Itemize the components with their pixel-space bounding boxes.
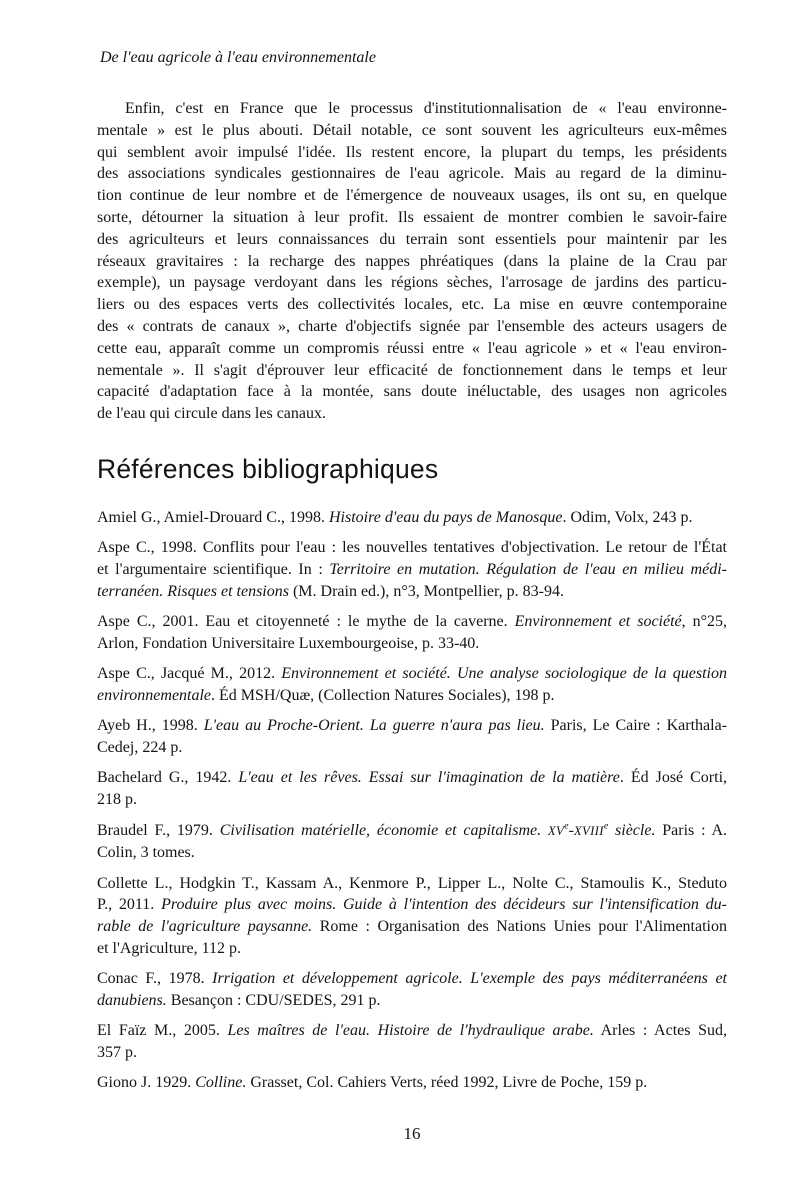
bibliography-line: [97, 990, 727, 1012]
intro-line: des agriculteurs et leurs connaissances du terrain sont essentiels pour maintenir par les: [97, 230, 727, 248]
text-segment: Grasset, Col. Cahiers Verts, réed 1992, Livre de Poche, 159 p.: [246, 1074, 648, 1092]
bibliography-entry: [97, 507, 727, 529]
text-segment: danubiens.: [97, 992, 167, 1010]
bibliography-entry: [97, 1072, 727, 1094]
bibliography-line: [97, 1042, 727, 1064]
text-segment: (M. Drain ed.), n°3, Montpellier, p. 83-94.: [292, 582, 565, 600]
intro-line: des associations syndicales gestionnaires de l'eau agricole. Mais au regard de la diminu-: [97, 165, 727, 183]
text-segment: Environnement et société. Une analyse sociologique de la question: [281, 665, 728, 683]
bibliography-entry: [97, 537, 727, 602]
intro-line: nementale ». Il s'agit d'éprouver leur efficacité de fonctionnement dans le temps et leur: [97, 361, 727, 379]
bibliography-line: [97, 873, 727, 895]
text-segment: -: [568, 821, 574, 839]
text-segment: . Éd José Corti,: [619, 769, 728, 787]
text-segment: Aspe C., 1998. Conflits pour l'eau : les nouvelles tentatives d'objectivation. Le retour de l'État: [97, 539, 727, 557]
bibliography-entry: [97, 767, 727, 811]
bibliography-entry: [97, 663, 727, 707]
bibliography-entry: [97, 1020, 727, 1064]
intro-line: réseaux gravitaires : la recharge des nappes phréatiques (dans la plaine de la Crau par: [97, 252, 727, 270]
bibliography-line: [97, 842, 727, 864]
bibliography-entry: [97, 611, 727, 655]
text-segment: Les maîtres de l'eau. Histoire de l'hydraulique arabe.: [227, 1022, 594, 1040]
bibliography-list: [97, 507, 727, 1094]
bibliography-line: [97, 938, 727, 960]
intro-line: sorte, détourner la situation à leur profit. Ils essaient de montrer combien le savoir-faire: [97, 208, 727, 226]
intro-line: de l'eau qui circule dans les canaux.: [97, 405, 327, 423]
references-heading: Références bibliographiques: [97, 453, 439, 484]
text-segment: Paris, Le Caire : Karthala-: [544, 717, 728, 735]
text-segment: Arles : Actes Sud,: [593, 1022, 727, 1040]
bibliography-entry: [97, 873, 727, 960]
text-segment: Histoire d'eau du pays de Manosque: [328, 508, 563, 526]
intro-line: exemple), un paysage verdoyant dans les régions sèches, l'arrosage de jardins des particu-: [97, 274, 727, 292]
text-segment: XVIII: [573, 823, 604, 838]
text-segment: . Éd MSH/Quæ, (Collection Natures Sociales), 198 p.: [211, 687, 555, 705]
text-segment: Colin, 3 tomes.: [97, 844, 195, 862]
bibliography-line: [97, 507, 727, 529]
bibliography-line: [97, 633, 727, 655]
text-segment: siècle.: [608, 821, 656, 839]
text-segment: Paris : A.: [655, 821, 728, 839]
bibliography-line: [97, 715, 727, 737]
bibliography-entry: [97, 968, 727, 1012]
bibliography-line: [97, 1020, 727, 1042]
text-segment: Conac F., 1978.: [97, 970, 213, 988]
text-segment: Amiel G., Amiel-Drouard C., 1998.: [97, 508, 329, 526]
bibliography-line: [97, 581, 727, 603]
bibliography-line: [97, 894, 727, 916]
text-segment: Aspe C., 2001. Eau et citoyenneté : le mythe de la caverne.: [97, 613, 515, 631]
text-segment: L'eau et les rêves. Essai sur l'imagination de la matière: [238, 769, 620, 787]
bibliography-line: [97, 685, 727, 707]
text-segment: e: [564, 820, 569, 832]
text-segment: terranéen. Risques et tensions: [97, 582, 293, 600]
text-segment: . Odim, Volx, 243 p.: [562, 508, 693, 526]
text-segment: Rome : Organisation des Nations Unies pour l'Alimentation: [312, 918, 727, 936]
text-segment: P., 2011.: [97, 896, 162, 914]
text-segment: Territoire en mutation. Régulation de l'eau en milieu médi-: [329, 561, 727, 579]
bibliography-entry: [97, 820, 727, 865]
text-segment: Bachelard G., 1942.: [97, 769, 239, 787]
bibliography-line: [97, 737, 727, 759]
bibliography-line: [97, 789, 727, 811]
text-segment: environnementale: [97, 687, 212, 705]
text-segment: Cedej, 224 p.: [97, 739, 183, 757]
intro-line: des « contrats de canaux », charte d'objectifs signée par l'ensemble des acteurs usagers de: [97, 317, 727, 335]
bibliography-line: [97, 537, 727, 559]
bibliography-line: [97, 1072, 727, 1094]
text-segment: Environnement et société: [514, 613, 682, 631]
bibliography-line: [97, 611, 727, 633]
running-header: De l'eau agricole à l'eau environnementale: [100, 49, 376, 66]
text-segment: 218 p.: [97, 791, 137, 809]
text-segment: e: [603, 820, 609, 832]
intro-line: Enfin, c'est en France que le processus d'institutionnalisation de « l'eau environne-: [125, 100, 727, 117]
text-segment: XV: [547, 823, 565, 838]
text-segment: , n°25,: [681, 613, 727, 631]
bibliography-line: [97, 663, 727, 685]
text-segment: Arlon, Fondation Universitaire Luxembourgeoise, p. 33-40.: [97, 634, 480, 652]
text-segment: et l'argumentaire scientifique. In :: [97, 561, 330, 579]
intro-line: capacité d'adaptation face à la montée, sans doute inéluctable, des usages non agricoles: [97, 383, 727, 401]
text-segment: Aspe C., Jacqué M., 2012.: [97, 665, 282, 683]
text-segment: L'eau au Proche-Orient. La guerre n'aura pas lieu.: [203, 717, 545, 735]
text-segment: Irrigation et développement agricole. L'exemple des pays méditerranéens et: [212, 970, 727, 988]
text-segment: Besançon : CDU/SEDES, 291 p.: [166, 992, 381, 1010]
intro-line: mentale » est le plus abouti. Détail notable, ce sont souvent les agriculteurs eux-mêmes: [97, 121, 727, 139]
text-segment: Colline.: [195, 1074, 247, 1092]
text-segment: et l'Agriculture, 112 p.: [97, 940, 242, 957]
text-segment: Giono J. 1929.: [97, 1074, 196, 1092]
text-segment: Produire plus avec moins. Guide à l'intention des décideurs sur l'intensification du-: [161, 896, 728, 914]
bibliography-line: [97, 767, 727, 789]
text-segment: rable de l'agriculture paysanne.: [97, 918, 313, 936]
intro-line: qui semblent avoir impulsé l'idée. Ils restent encore, la plupart du temps, les présidents: [97, 143, 727, 161]
bibliography-line: [97, 820, 727, 843]
bibliography-entry: [97, 715, 727, 759]
text-segment: 357 p.: [97, 1044, 137, 1062]
intro-line: liers ou des espaces verts des collectivités locales, etc. La mise en œuvre contemporaine: [97, 296, 727, 314]
intro-line: cette eau, apparaît comme un compromis réussi entre « l'eau agricole » et « l'eau environ-: [97, 339, 727, 357]
bibliography-line: [97, 916, 727, 938]
text-segment: Braudel F., 1979.: [97, 821, 220, 839]
text-segment: El Faïz M., 2005.: [97, 1022, 228, 1040]
intro-line: tion continue de leur nombre et de l'émergence de nouveaux usages, ils ont su, en quelque: [97, 187, 727, 205]
intro-paragraph: [97, 98, 727, 425]
text-segment: Ayeb H., 1998.: [97, 717, 204, 735]
page-number: 16: [403, 1124, 421, 1144]
bibliography-line: [97, 559, 727, 581]
text-segment: Civilisation matérielle, économie et capitalisme.: [219, 821, 548, 839]
bibliography-line: [97, 968, 727, 990]
text-segment: Collette L., Hodgkin T., Kassam A., Kenmore P., Lipper L., Nolte C., Stamoulis K., Steduto: [97, 874, 727, 892]
